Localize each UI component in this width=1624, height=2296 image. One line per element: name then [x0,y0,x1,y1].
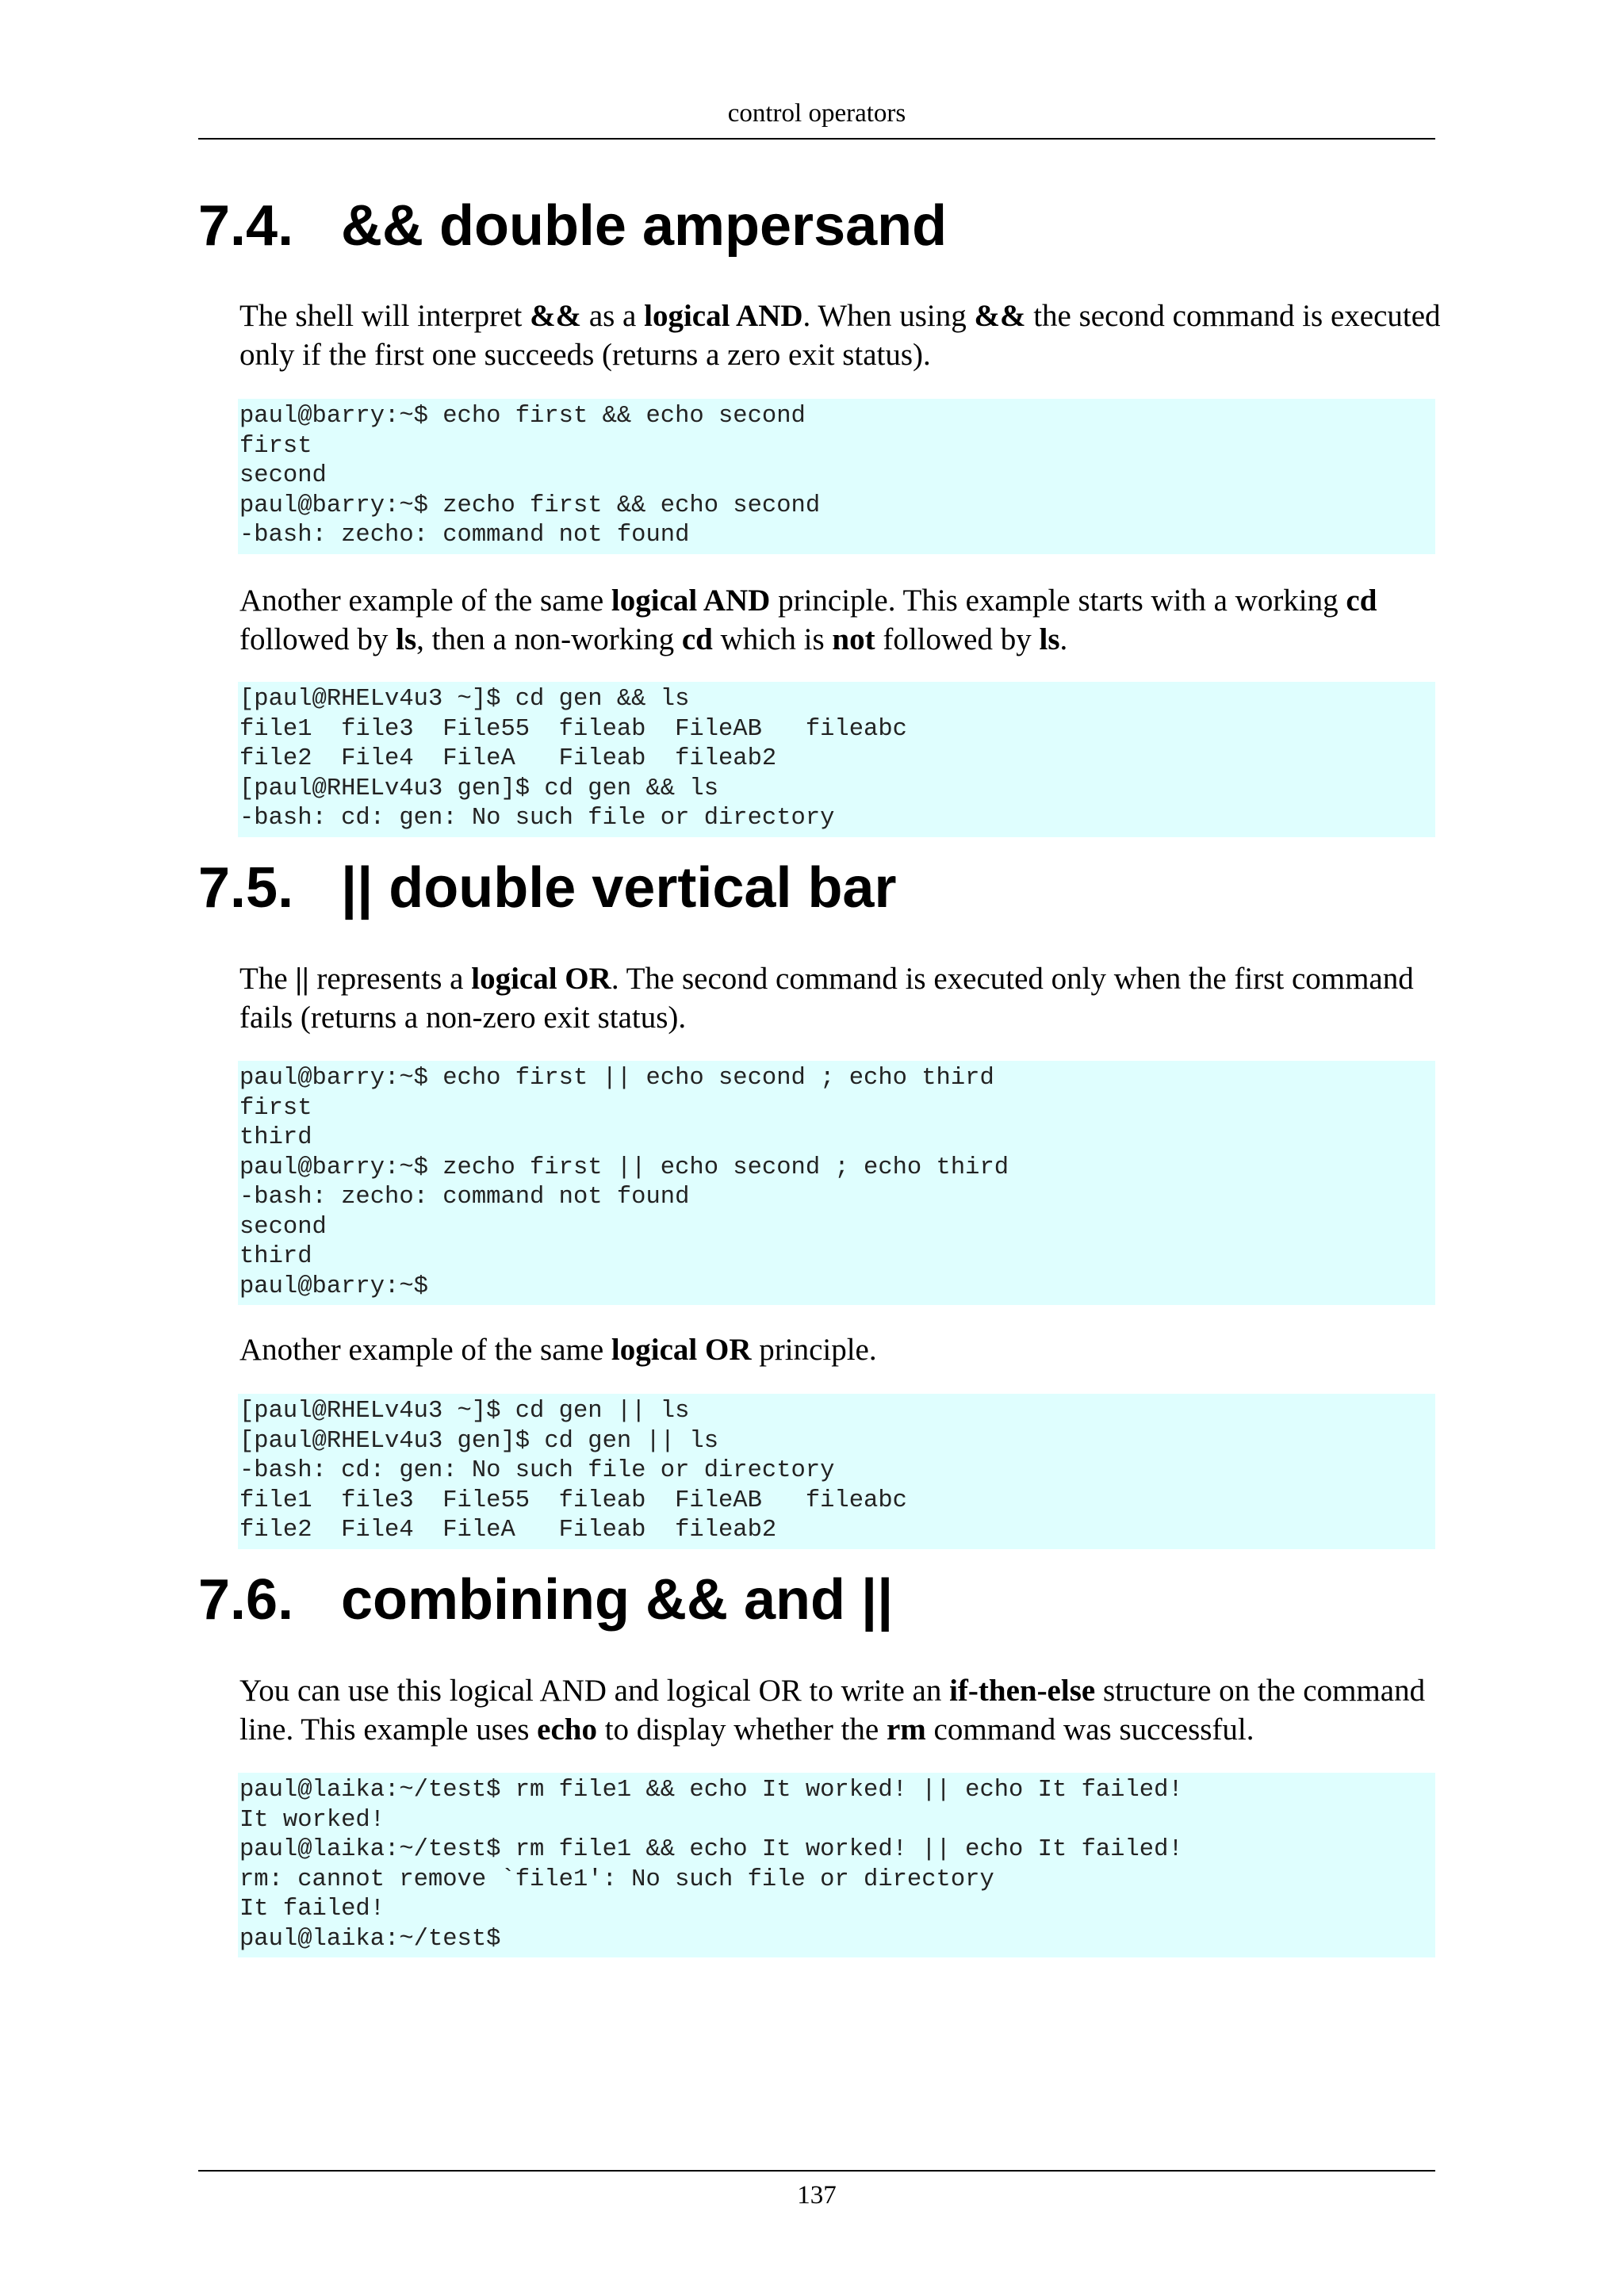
code-line: paul@barry:~$ [239,1272,428,1300]
section-heading-7-4 [198,190,947,262]
text-run: The shell will interpret [239,299,530,333]
section-heading-7-6 [198,1564,893,1636]
text-run-bold: cd [1346,584,1377,618]
code-line: [paul@RHELv4u3 gen]$ cd gen && ls [239,775,718,802]
code-block-cd-and-ls [238,682,1435,837]
text-run-bold: ls [1039,622,1060,656]
text-run: . The second command is executed only when the first command fails (returns a non-zero exit status). [239,962,1414,1035]
code-line: file2 File4 FileA Fileab fileab2 [239,745,777,772]
paragraph-logical-or-intro [239,959,1461,1037]
code-line: paul@barry:~$ echo first && echo second [239,403,806,430]
section-heading-7-5 [198,852,897,924]
code-line: first [239,1094,312,1122]
page-number: 137 [198,2170,1435,2211]
code-line: rm: cannot remove `file1': No such file or directory [239,1866,994,1893]
code-line: -bash: cd: gen: No such file or directory [239,1457,835,1484]
text-run-bold: ls [396,622,417,656]
text-run: represents a [308,962,472,996]
section-title: && double ampersand [341,194,948,258]
text-run: , then a non-working [416,622,682,656]
code-line: second [239,1213,327,1241]
text-run: principle. This example starts with a working [770,584,1346,618]
code-line: third [239,1124,312,1151]
code-block-cd-or-ls [238,1394,1435,1549]
text-run-bold: && [974,299,1026,333]
code-line: file2 File4 FileA Fileab fileab2 [239,1517,777,1544]
section-title: combining && and || [341,1568,894,1632]
text-run-bold: logical OR [611,1333,752,1367]
code-line: first [239,432,312,460]
section-number: 7.5. [198,856,294,920]
code-line: It failed! [239,1896,385,1923]
code-line: paul@laika:~/test$ [239,1925,501,1953]
running-header: control operators [198,94,1435,140]
section-number: 7.4. [198,194,294,258]
code-line: third [239,1243,312,1270]
text-run: . [1059,622,1068,656]
code-line: -bash: zecho: command not found [239,522,690,549]
text-run-bold: cd [681,622,713,656]
text-run: command was successful. [925,1712,1254,1747]
text-run: . When using [802,299,975,333]
text-run-bold: && [530,299,582,333]
code-line: [paul@RHELv4u3 ~]$ cd gen && ls [239,686,690,713]
text-run: You can use this logical AND and logical OR to write an [239,1674,950,1708]
code-line: paul@barry:~$ echo first || echo second ; echo third [239,1065,994,1092]
code-line: paul@barry:~$ zecho first && echo second [239,492,821,519]
section-number: 7.6. [198,1568,294,1632]
code-line: [paul@RHELv4u3 gen]$ cd gen || ls [239,1427,718,1455]
text-run-bold: rm [886,1712,926,1747]
text-run-bold: not [832,622,875,656]
code-block-and-echo [238,399,1435,554]
paragraph-logical-or-cd [239,1330,1461,1369]
text-run-bold: logical AND [644,299,803,333]
code-line: [paul@RHELv4u3 ~]$ cd gen || ls [239,1398,690,1425]
text-run: which is [712,622,833,656]
text-run: structure on the command line. This example uses [239,1674,1426,1747]
text-run: followed by [239,622,396,656]
code-line: second [239,462,327,489]
text-run: as a [581,299,645,333]
text-run-bold: logical OR [471,962,611,996]
code-block-or-echo [238,1061,1435,1305]
code-block-rm-and-or [238,1773,1435,1957]
code-line: paul@laika:~/test$ rm file1 && echo It worked! || echo It failed! [239,1777,1183,1804]
text-run-bold: || [295,962,309,996]
text-run: followed by [875,622,1040,656]
text-run-bold: if-then-else [949,1674,1096,1708]
code-line: -bash: zecho: command not found [239,1184,690,1211]
text-run: to display whether the [596,1712,887,1747]
code-line: file1 file3 File55 fileab FileAB fileabc [239,1487,907,1514]
text-run: the second command is executed only if the first one succeeds (returns a zero exit status). [239,299,1441,372]
paragraph-logical-and-intro [239,297,1461,374]
code-line: file1 file3 File55 fileab FileAB fileabc [239,715,907,743]
code-line: paul@barry:~$ zecho first || echo second ; echo third [239,1154,1009,1181]
code-line: paul@laika:~/test$ rm file1 && echo It worked! || echo It failed! [239,1836,1183,1863]
section-title: || double vertical bar [341,856,897,920]
paragraph-logical-and-cd [239,581,1461,659]
code-line: It worked! [239,1806,385,1834]
text-run-bold: logical AND [611,584,771,618]
text-run: principle. [751,1333,877,1367]
code-line: -bash: cd: gen: No such file or directory [239,805,835,832]
text-run: Another example of the same [239,1333,611,1367]
text-run: The [239,962,296,996]
paragraph-if-then-else [239,1671,1461,1749]
text-run: Another example of the same [239,584,611,618]
text-run-bold: echo [537,1712,597,1747]
